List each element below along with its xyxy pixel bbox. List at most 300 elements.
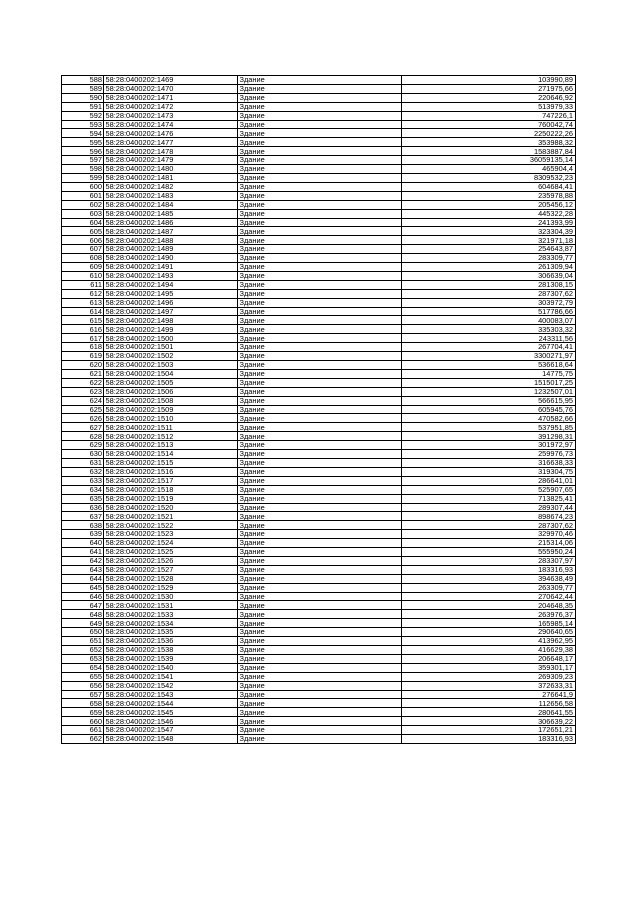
row-number: 618: [62, 343, 104, 352]
cadastral-value: 335303,32: [402, 325, 576, 334]
row-number: 592: [62, 111, 104, 120]
object-type: Здание: [238, 84, 402, 93]
cadastral-number: 58:28:0400202:1476: [104, 129, 238, 138]
cadastral-value: 254643,87: [402, 245, 576, 254]
cadastral-value: 329970,46: [402, 530, 576, 539]
table-row: [62, 530, 576, 539]
object-type: Здание: [238, 494, 402, 503]
cadastral-number: 58:28:0400202:1530: [104, 592, 238, 601]
object-type: Здание: [238, 450, 402, 459]
row-number: 657: [62, 690, 104, 699]
object-type: Здание: [238, 699, 402, 708]
row-number: 609: [62, 263, 104, 272]
row-number: 600: [62, 182, 104, 191]
row-number: 660: [62, 717, 104, 726]
object-type: Здание: [238, 271, 402, 280]
table-row: [62, 556, 576, 565]
table-row: [62, 263, 576, 272]
object-type: Здание: [238, 521, 402, 530]
cadastral-number: 58:28:0400202:1544: [104, 699, 238, 708]
row-number: 626: [62, 414, 104, 423]
cadastral-number: 58:28:0400202:1499: [104, 325, 238, 334]
row-number: 628: [62, 432, 104, 441]
cadastral-number: 58:28:0400202:1511: [104, 423, 238, 432]
cadastral-value: 165985,14: [402, 619, 576, 628]
row-number: 645: [62, 583, 104, 592]
cadastral-value: 605945,76: [402, 405, 576, 414]
cadastral-value: 2250222,26: [402, 129, 576, 138]
cadastral-value: 513979,33: [402, 102, 576, 111]
cadastral-value: 359301,17: [402, 663, 576, 672]
object-type: Здание: [238, 405, 402, 414]
cadastral-value: 286641,01: [402, 476, 576, 485]
row-number: 588: [62, 76, 104, 85]
cadastral-number: 58:28:0400202:1522: [104, 521, 238, 530]
cadastral-number: 58:28:0400202:1483: [104, 191, 238, 200]
row-number: 648: [62, 610, 104, 619]
object-type: Здание: [238, 280, 402, 289]
table-row: [62, 690, 576, 699]
cadastral-value: 220646,92: [402, 93, 576, 102]
cadastral-number: 58:28:0400202:1487: [104, 227, 238, 236]
cadastral-number: 58:28:0400202:1521: [104, 512, 238, 521]
table-row: [62, 396, 576, 405]
cadastral-value: 270642,44: [402, 592, 576, 601]
cadastral-value: 271975,66: [402, 84, 576, 93]
cadastral-number: 58:28:0400202:1528: [104, 574, 238, 583]
row-number: 638: [62, 521, 104, 530]
table-row: [62, 654, 576, 663]
table-row: [62, 592, 576, 601]
cadastral-number: 58:28:0400202:1480: [104, 165, 238, 174]
object-type: Здание: [238, 182, 402, 191]
cadastral-value: 517786,66: [402, 307, 576, 316]
row-number: 647: [62, 601, 104, 610]
cadastral-number: 58:28:0400202:1538: [104, 646, 238, 655]
row-number: 608: [62, 254, 104, 263]
table-row: [62, 298, 576, 307]
cadastral-number: 58:28:0400202:1526: [104, 556, 238, 565]
object-type: Здание: [238, 298, 402, 307]
property-table: [61, 75, 576, 744]
cadastral-number: 58:28:0400202:1519: [104, 494, 238, 503]
object-type: Здание: [238, 111, 402, 120]
row-number: 654: [62, 663, 104, 672]
cadastral-value: 525907,65: [402, 485, 576, 494]
table-row: [62, 84, 576, 93]
object-type: Здание: [238, 530, 402, 539]
table-row: [62, 307, 576, 316]
table-row: [62, 369, 576, 378]
object-type: Здание: [238, 619, 402, 628]
table-row: [62, 191, 576, 200]
table-row: [62, 735, 576, 744]
table-row: [62, 512, 576, 521]
object-type: Здание: [238, 378, 402, 387]
table-row: [62, 619, 576, 628]
row-number: 619: [62, 352, 104, 361]
table-row: [62, 548, 576, 557]
row-number: 598: [62, 165, 104, 174]
cadastral-number: 58:28:0400202:1491: [104, 263, 238, 272]
cadastral-value: 261309,94: [402, 263, 576, 272]
cadastral-number: 58:28:0400202:1541: [104, 672, 238, 681]
cadastral-number: 58:28:0400202:1478: [104, 147, 238, 156]
cadastral-value: 276641,9: [402, 690, 576, 699]
row-number: 613: [62, 298, 104, 307]
row-number: 601: [62, 191, 104, 200]
object-type: Здание: [238, 423, 402, 432]
cadastral-number: 58:28:0400202:1543: [104, 690, 238, 699]
cadastral-number: 58:28:0400202:1527: [104, 565, 238, 574]
object-type: Здание: [238, 628, 402, 637]
table-row: [62, 539, 576, 548]
table-row: [62, 726, 576, 735]
cadastral-number: 58:28:0400202:1540: [104, 663, 238, 672]
row-number: 614: [62, 307, 104, 316]
table-row: [62, 254, 576, 263]
cadastral-number: 58:28:0400202:1474: [104, 120, 238, 129]
table-row: [62, 494, 576, 503]
cadastral-value: 215314,06: [402, 539, 576, 548]
object-type: Здание: [238, 76, 402, 85]
table-row: [62, 316, 576, 325]
row-number: 625: [62, 405, 104, 414]
cadastral-value: 391298,31: [402, 432, 576, 441]
object-type: Здание: [238, 574, 402, 583]
object-type: Здание: [238, 512, 402, 521]
row-number: 611: [62, 280, 104, 289]
table-row: [62, 583, 576, 592]
table-row: [62, 111, 576, 120]
table-row: [62, 708, 576, 717]
cadastral-value: 183316,93: [402, 565, 576, 574]
cadastral-value: 898674,23: [402, 512, 576, 521]
object-type: Здание: [238, 191, 402, 200]
cadastral-value: 760042,74: [402, 120, 576, 129]
object-type: Здание: [238, 592, 402, 601]
table-row: [62, 646, 576, 655]
cadastral-number: 58:28:0400202:1490: [104, 254, 238, 263]
cadastral-number: 58:28:0400202:1503: [104, 361, 238, 370]
row-number: 653: [62, 654, 104, 663]
cadastral-value: 283307,97: [402, 556, 576, 565]
row-number: 652: [62, 646, 104, 655]
row-number: 591: [62, 102, 104, 111]
table-row: [62, 467, 576, 476]
cadastral-number: 58:28:0400202:1485: [104, 209, 238, 218]
cadastral-number: 58:28:0400202:1481: [104, 173, 238, 182]
object-type: Здание: [238, 637, 402, 646]
object-type: Здание: [238, 120, 402, 129]
row-number: 656: [62, 681, 104, 690]
cadastral-value: 243311,56: [402, 334, 576, 343]
object-type: Здание: [238, 209, 402, 218]
table-row: [62, 334, 576, 343]
object-type: Здание: [238, 717, 402, 726]
cadastral-number: 58:28:0400202:1486: [104, 218, 238, 227]
cadastral-value: 287307,62: [402, 521, 576, 530]
cadastral-value: 283309,77: [402, 254, 576, 263]
table-row: [62, 200, 576, 209]
cadastral-value: 263309,77: [402, 583, 576, 592]
cadastral-value: 287307,62: [402, 289, 576, 298]
cadastral-value: 394638,49: [402, 574, 576, 583]
object-type: Здание: [238, 138, 402, 147]
row-number: 658: [62, 699, 104, 708]
row-number: 620: [62, 361, 104, 370]
cadastral-value: 3300271,97: [402, 352, 576, 361]
table-row: [62, 271, 576, 280]
object-type: Здание: [238, 289, 402, 298]
cadastral-number: 58:28:0400202:1472: [104, 102, 238, 111]
row-number: 607: [62, 245, 104, 254]
cadastral-value: 267704,41: [402, 343, 576, 352]
table-row: [62, 521, 576, 530]
cadastral-number: 58:28:0400202:1545: [104, 708, 238, 717]
table-row: [62, 361, 576, 370]
table-row: [62, 227, 576, 236]
table-row: [62, 218, 576, 227]
cadastral-number: 58:28:0400202:1494: [104, 280, 238, 289]
object-type: Здание: [238, 102, 402, 111]
cadastral-value: 465904,4: [402, 165, 576, 174]
object-type: Здание: [238, 325, 402, 334]
cadastral-number: 58:28:0400202:1517: [104, 476, 238, 485]
row-number: 634: [62, 485, 104, 494]
row-number: 605: [62, 227, 104, 236]
table-row: [62, 387, 576, 396]
table-row: [62, 165, 576, 174]
cadastral-value: 372633,31: [402, 681, 576, 690]
cadastral-value: 1232507,01: [402, 387, 576, 396]
cadastral-value: 353988,32: [402, 138, 576, 147]
cadastral-number: 58:28:0400202:1548: [104, 735, 238, 744]
row-number: 632: [62, 467, 104, 476]
object-type: Здание: [238, 129, 402, 138]
cadastral-value: 445322,28: [402, 209, 576, 218]
cadastral-value: 400083,07: [402, 316, 576, 325]
table-row: [62, 182, 576, 191]
table-row: [62, 565, 576, 574]
object-type: Здание: [238, 334, 402, 343]
cadastral-value: 537951,85: [402, 423, 576, 432]
cadastral-number: 58:28:0400202:1493: [104, 271, 238, 280]
cadastral-number: 58:28:0400202:1547: [104, 726, 238, 735]
table-row: [62, 138, 576, 147]
table-row: [62, 423, 576, 432]
cadastral-value: 1583887,84: [402, 147, 576, 156]
cadastral-value: 316638,33: [402, 458, 576, 467]
property-table-body: [62, 76, 576, 744]
table-row: [62, 574, 576, 583]
table-row: [62, 699, 576, 708]
object-type: Здание: [238, 316, 402, 325]
cadastral-number: 58:28:0400202:1529: [104, 583, 238, 592]
cadastral-value: 204648,35: [402, 601, 576, 610]
table-row: [62, 236, 576, 245]
object-type: Здание: [238, 245, 402, 254]
object-type: Здание: [238, 654, 402, 663]
object-type: Здание: [238, 387, 402, 396]
cadastral-number: 58:28:0400202:1533: [104, 610, 238, 619]
object-type: Здание: [238, 690, 402, 699]
cadastral-value: 713825,41: [402, 494, 576, 503]
row-number: 603: [62, 209, 104, 218]
object-type: Здание: [238, 263, 402, 272]
object-type: Здание: [238, 467, 402, 476]
cadastral-number: 58:28:0400202:1479: [104, 156, 238, 165]
row-number: 622: [62, 378, 104, 387]
cadastral-value: 290640,65: [402, 628, 576, 637]
row-number: 610: [62, 271, 104, 280]
cadastral-value: 303972,79: [402, 298, 576, 307]
table-row: [62, 628, 576, 637]
cadastral-number: 58:28:0400202:1473: [104, 111, 238, 120]
cadastral-value: 470582,66: [402, 414, 576, 423]
cadastral-number: 58:28:0400202:1512: [104, 432, 238, 441]
row-number: 655: [62, 672, 104, 681]
row-number: 629: [62, 441, 104, 450]
row-number: 650: [62, 628, 104, 637]
object-type: Здание: [238, 601, 402, 610]
object-type: Здание: [238, 307, 402, 316]
object-type: Здание: [238, 583, 402, 592]
table-row: [62, 476, 576, 485]
table-row: [62, 610, 576, 619]
cadastral-number: 58:28:0400202:1470: [104, 84, 238, 93]
table-row: [62, 209, 576, 218]
table-row: [62, 378, 576, 387]
row-number: 636: [62, 503, 104, 512]
object-type: Здание: [238, 556, 402, 565]
row-number: 604: [62, 218, 104, 227]
object-type: Здание: [238, 173, 402, 182]
cadastral-value: 604684,41: [402, 182, 576, 191]
table-row: [62, 414, 576, 423]
object-type: Здание: [238, 565, 402, 574]
table-row: [62, 458, 576, 467]
row-number: 606: [62, 236, 104, 245]
object-type: Здание: [238, 156, 402, 165]
table-row: [62, 343, 576, 352]
object-type: Здание: [238, 441, 402, 450]
cadastral-value: 241393,99: [402, 218, 576, 227]
row-number: 616: [62, 325, 104, 334]
object-type: Здание: [238, 414, 402, 423]
cadastral-number: 58:28:0400202:1534: [104, 619, 238, 628]
row-number: 615: [62, 316, 104, 325]
cadastral-number: 58:28:0400202:1489: [104, 245, 238, 254]
cadastral-value: 319304,75: [402, 467, 576, 476]
row-number: 659: [62, 708, 104, 717]
cadastral-number: 58:28:0400202:1513: [104, 441, 238, 450]
table-row: [62, 672, 576, 681]
row-number: 639: [62, 530, 104, 539]
table-row: [62, 93, 576, 102]
cadastral-number: 58:28:0400202:1525: [104, 548, 238, 557]
object-type: Здание: [238, 227, 402, 236]
table-row: [62, 147, 576, 156]
cadastral-value: 8309532,23: [402, 173, 576, 182]
row-number: 623: [62, 387, 104, 396]
cadastral-value: 306639,22: [402, 717, 576, 726]
cadastral-value: 259976,73: [402, 450, 576, 459]
table-row: [62, 637, 576, 646]
cadastral-number: 58:28:0400202:1546: [104, 717, 238, 726]
row-number: 661: [62, 726, 104, 735]
object-type: Здание: [238, 503, 402, 512]
object-type: Здание: [238, 343, 402, 352]
cadastral-value: 103990,89: [402, 76, 576, 85]
cadastral-value: 301972,97: [402, 441, 576, 450]
row-number: 627: [62, 423, 104, 432]
table-row: [62, 280, 576, 289]
row-number: 640: [62, 539, 104, 548]
cadastral-number: 58:28:0400202:1488: [104, 236, 238, 245]
cadastral-number: 58:28:0400202:1497: [104, 307, 238, 316]
object-type: Здание: [238, 735, 402, 744]
cadastral-number: 58:28:0400202:1536: [104, 637, 238, 646]
object-type: Здание: [238, 726, 402, 735]
row-number: 597: [62, 156, 104, 165]
object-type: Здание: [238, 93, 402, 102]
table-row: [62, 129, 576, 138]
table-row: [62, 325, 576, 334]
cadastral-number: 58:28:0400202:1524: [104, 539, 238, 548]
object-type: Здание: [238, 476, 402, 485]
cadastral-value: 280641,55: [402, 708, 576, 717]
object-type: Здание: [238, 610, 402, 619]
cadastral-number: 58:28:0400202:1484: [104, 200, 238, 209]
cadastral-value: 323304,39: [402, 227, 576, 236]
object-type: Здание: [238, 432, 402, 441]
cadastral-number: 58:28:0400202:1518: [104, 485, 238, 494]
cadastral-number: 58:28:0400202:1509: [104, 405, 238, 414]
table-row: [62, 245, 576, 254]
cadastral-value: 566615,95: [402, 396, 576, 405]
object-type: Здание: [238, 147, 402, 156]
cadastral-value: 36059135,14: [402, 156, 576, 165]
table-row: [62, 289, 576, 298]
table-row: [62, 503, 576, 512]
cadastral-number: 58:28:0400202:1500: [104, 334, 238, 343]
table-row: [62, 156, 576, 165]
row-number: 635: [62, 494, 104, 503]
cadastral-value: 321971,18: [402, 236, 576, 245]
cadastral-number: 58:28:0400202:1516: [104, 467, 238, 476]
cadastral-number: 58:28:0400202:1496: [104, 298, 238, 307]
row-number: 612: [62, 289, 104, 298]
table-row: [62, 102, 576, 111]
cadastral-value: 172651,21: [402, 726, 576, 735]
cadastral-value: 536618,64: [402, 361, 576, 370]
table-row: [62, 441, 576, 450]
cadastral-number: 58:28:0400202:1515: [104, 458, 238, 467]
row-number: 644: [62, 574, 104, 583]
object-type: Здание: [238, 681, 402, 690]
row-number: 631: [62, 458, 104, 467]
row-number: 662: [62, 735, 104, 744]
table-row: [62, 485, 576, 494]
cadastral-number: 58:28:0400202:1520: [104, 503, 238, 512]
object-type: Здание: [238, 236, 402, 245]
table-row: [62, 681, 576, 690]
cadastral-number: 58:28:0400202:1505: [104, 378, 238, 387]
row-number: 602: [62, 200, 104, 209]
cadastral-value: 112656,58: [402, 699, 576, 708]
table-row: [62, 173, 576, 182]
